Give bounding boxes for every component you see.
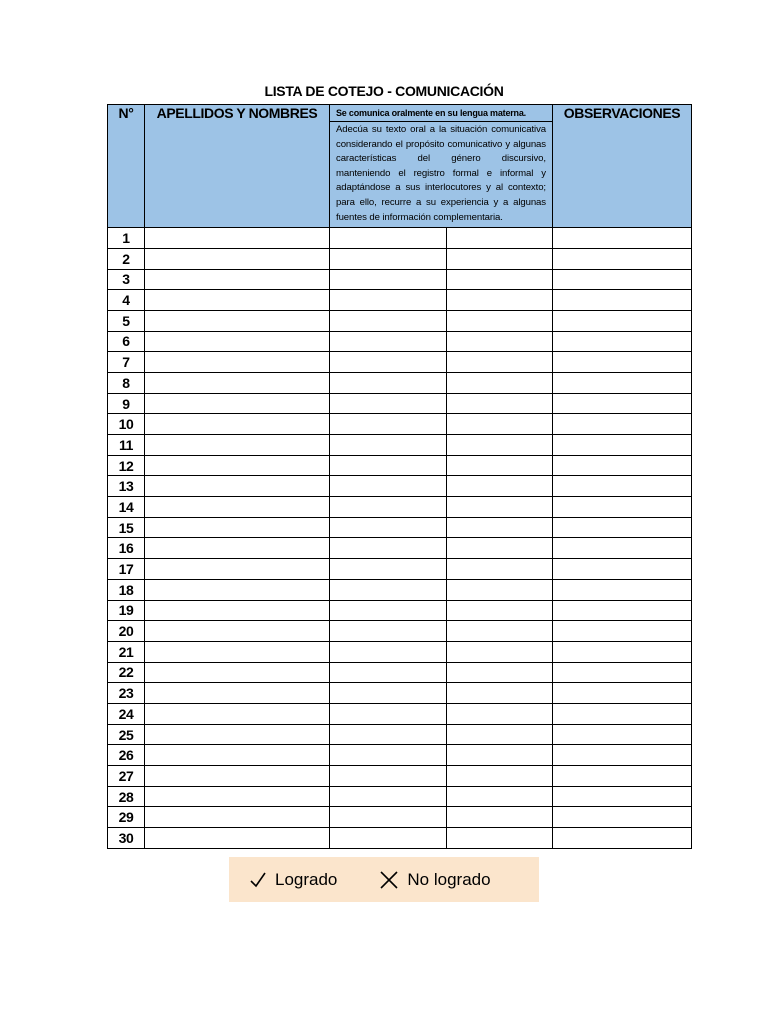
table-row	[108, 724, 692, 745]
not-achieved-cell[interactable]	[447, 372, 553, 393]
not-achieved-cell[interactable]	[447, 517, 553, 538]
achieved-cell[interactable]	[330, 559, 447, 580]
table-row	[108, 435, 692, 456]
header-number: N°	[108, 105, 145, 228]
row-number: 17	[108, 559, 145, 580]
observation-cell[interactable]	[553, 435, 692, 456]
name-cell[interactable]	[145, 269, 330, 290]
header-competency: Se comunica oralmente en su lengua materna.	[330, 105, 553, 122]
achieved-cell[interactable]	[330, 476, 447, 497]
row-number: 25	[108, 724, 145, 745]
row-number: 7	[108, 352, 145, 373]
row-number: 10	[108, 414, 145, 435]
achieved-cell[interactable]	[330, 435, 447, 456]
row-number: 26	[108, 745, 145, 766]
not-achieved-cell[interactable]	[447, 290, 553, 311]
achieved-cell[interactable]	[330, 600, 447, 621]
not-achieved-cell[interactable]	[447, 766, 553, 787]
row-number: 21	[108, 641, 145, 662]
observation-cell[interactable]	[553, 455, 692, 476]
name-cell[interactable]	[145, 641, 330, 662]
name-cell[interactable]	[145, 703, 330, 724]
table-row	[108, 248, 692, 269]
name-cell[interactable]	[145, 290, 330, 311]
achieved-cell[interactable]	[330, 455, 447, 476]
table-row	[108, 331, 692, 352]
observation-cell[interactable]	[553, 579, 692, 600]
name-cell[interactable]	[145, 621, 330, 642]
row-number: 16	[108, 538, 145, 559]
table-row	[108, 372, 692, 393]
row-number: 23	[108, 683, 145, 704]
not-achieved-cell[interactable]	[447, 600, 553, 621]
table-row	[108, 476, 692, 497]
name-cell[interactable]	[145, 372, 330, 393]
table-row	[108, 228, 692, 249]
table-row	[108, 352, 692, 373]
achieved-cell[interactable]	[330, 662, 447, 683]
achieved-cell[interactable]	[330, 393, 447, 414]
row-number: 27	[108, 766, 145, 787]
observation-cell[interactable]	[553, 476, 692, 497]
table-row	[108, 828, 692, 849]
table-row	[108, 786, 692, 807]
name-cell[interactable]	[145, 559, 330, 580]
observation-cell[interactable]	[553, 600, 692, 621]
achieved-cell[interactable]	[330, 269, 447, 290]
achieved-cell[interactable]	[330, 352, 447, 373]
header-row	[108, 105, 692, 122]
achieved-cell[interactable]	[330, 641, 447, 662]
legend-box	[229, 857, 539, 902]
name-cell[interactable]	[145, 579, 330, 600]
row-number: 13	[108, 476, 145, 497]
name-cell[interactable]	[145, 435, 330, 456]
observation-cell[interactable]	[553, 352, 692, 373]
not-achieved-cell[interactable]	[447, 786, 553, 807]
achieved-cell[interactable]	[330, 372, 447, 393]
observation-cell[interactable]	[553, 662, 692, 683]
name-cell[interactable]	[145, 538, 330, 559]
row-number: 3	[108, 269, 145, 290]
observation-cell[interactable]	[553, 641, 692, 662]
not-achieved-cell[interactable]	[447, 745, 553, 766]
not-achieved-cell[interactable]	[447, 248, 553, 269]
not-achieved-cell[interactable]	[447, 310, 553, 331]
not-achieved-cell[interactable]	[447, 455, 553, 476]
observation-cell[interactable]	[553, 497, 692, 518]
check-icon	[249, 871, 267, 889]
name-cell[interactable]	[145, 310, 330, 331]
table-row	[108, 745, 692, 766]
header-names: APELLIDOS Y NOMBRES	[145, 105, 330, 228]
observation-cell[interactable]	[553, 766, 692, 787]
achieved-cell[interactable]	[330, 517, 447, 538]
observation-cell[interactable]	[553, 683, 692, 704]
table-row	[108, 290, 692, 311]
name-cell[interactable]	[145, 248, 330, 269]
table-row	[108, 641, 692, 662]
name-cell[interactable]	[145, 786, 330, 807]
checklist-table	[107, 104, 692, 849]
not-achieved-cell[interactable]	[447, 621, 553, 642]
observation-cell[interactable]	[553, 414, 692, 435]
row-number: 28	[108, 786, 145, 807]
observation-cell[interactable]	[553, 372, 692, 393]
table-row	[108, 683, 692, 704]
name-cell[interactable]	[145, 662, 330, 683]
not-achieved-cell[interactable]	[447, 331, 553, 352]
not-achieved-cell[interactable]	[447, 414, 553, 435]
achieved-cell[interactable]	[330, 331, 447, 352]
row-number: 8	[108, 372, 145, 393]
table-row	[108, 703, 692, 724]
table-row	[108, 517, 692, 538]
observation-cell[interactable]	[553, 538, 692, 559]
achieved-cell[interactable]	[330, 310, 447, 331]
observation-cell[interactable]	[553, 310, 692, 331]
achieved-cell[interactable]	[330, 290, 447, 311]
observation-cell[interactable]	[553, 703, 692, 724]
table-row	[108, 414, 692, 435]
achieved-cell[interactable]	[330, 703, 447, 724]
observation-cell[interactable]	[553, 269, 692, 290]
legend-not-achieved-label: No logrado	[407, 869, 491, 889]
observation-cell[interactable]	[553, 331, 692, 352]
row-number: 18	[108, 579, 145, 600]
name-cell[interactable]	[145, 331, 330, 352]
not-achieved-cell[interactable]	[447, 269, 553, 290]
observation-cell[interactable]	[553, 228, 692, 249]
row-number: 9	[108, 393, 145, 414]
table-row	[108, 310, 692, 331]
name-cell[interactable]	[145, 683, 330, 704]
observation-cell[interactable]	[553, 807, 692, 828]
achieved-cell[interactable]	[330, 538, 447, 559]
name-cell[interactable]	[145, 766, 330, 787]
row-number: 2	[108, 248, 145, 269]
legend-achieved-label: Logrado	[275, 869, 338, 889]
not-achieved-cell[interactable]	[447, 683, 553, 704]
table-row	[108, 621, 692, 642]
achieved-cell[interactable]	[330, 745, 447, 766]
observation-cell[interactable]	[553, 559, 692, 580]
not-achieved-cell[interactable]	[447, 559, 553, 580]
x-icon	[379, 870, 399, 890]
table-row	[108, 579, 692, 600]
name-cell[interactable]	[145, 497, 330, 518]
observation-cell[interactable]	[553, 248, 692, 269]
table-row	[108, 559, 692, 580]
row-number: 24	[108, 703, 145, 724]
observation-cell[interactable]	[553, 621, 692, 642]
not-achieved-cell[interactable]	[447, 352, 553, 373]
not-achieved-cell[interactable]	[447, 662, 553, 683]
row-number: 20	[108, 621, 145, 642]
not-achieved-cell[interactable]	[447, 828, 553, 849]
not-achieved-cell[interactable]	[447, 807, 553, 828]
table-row	[108, 600, 692, 621]
not-achieved-cell[interactable]	[447, 538, 553, 559]
table-row	[108, 269, 692, 290]
row-number: 5	[108, 310, 145, 331]
name-cell[interactable]	[145, 745, 330, 766]
observation-cell[interactable]	[553, 517, 692, 538]
not-achieved-cell[interactable]	[447, 476, 553, 497]
table-row	[108, 662, 692, 683]
achieved-cell[interactable]	[330, 497, 447, 518]
name-cell[interactable]	[145, 807, 330, 828]
name-cell[interactable]	[145, 600, 330, 621]
achieved-cell[interactable]	[330, 807, 447, 828]
table-row	[108, 807, 692, 828]
not-achieved-cell[interactable]	[447, 724, 553, 745]
not-achieved-cell[interactable]	[447, 497, 553, 518]
achieved-cell[interactable]	[330, 786, 447, 807]
table-row	[108, 766, 692, 787]
capacity-descriptor: Adecúa su texto oral a la situación comunicativa considerando el propósito comunicativo y algunas características del género discursivo, manteniendo el registro formal e informal y adaptándose a sus interlocutores y al contexto; para ello, recurre a su experiencia y a algunas fuentes de información complementaria.	[330, 122, 553, 228]
row-number: 6	[108, 331, 145, 352]
row-number: 11	[108, 435, 145, 456]
achieved-cell[interactable]	[330, 248, 447, 269]
name-cell[interactable]	[145, 828, 330, 849]
row-number: 4	[108, 290, 145, 311]
row-number: 29	[108, 807, 145, 828]
name-cell[interactable]	[145, 517, 330, 538]
achieved-cell[interactable]	[330, 621, 447, 642]
observation-cell[interactable]	[553, 724, 692, 745]
name-cell[interactable]	[145, 393, 330, 414]
row-number: 1	[108, 228, 145, 249]
name-cell[interactable]	[145, 455, 330, 476]
name-cell[interactable]	[145, 724, 330, 745]
not-achieved-cell[interactable]	[447, 435, 553, 456]
header-observations: OBSERVACIONES	[553, 105, 692, 228]
achieved-cell[interactable]	[330, 766, 447, 787]
document-title: LISTA DE COTEJO - COMUNICACIÓN	[264, 83, 504, 99]
not-achieved-cell[interactable]	[447, 703, 553, 724]
row-number: 14	[108, 497, 145, 518]
observation-cell[interactable]	[553, 745, 692, 766]
not-achieved-cell[interactable]	[447, 641, 553, 662]
table-row	[108, 393, 692, 414]
observation-cell[interactable]	[553, 828, 692, 849]
legend-not-achieved	[379, 870, 490, 890]
name-cell[interactable]	[145, 228, 330, 249]
achieved-cell[interactable]	[330, 683, 447, 704]
achieved-cell[interactable]	[330, 228, 447, 249]
row-number: 30	[108, 828, 145, 849]
name-cell[interactable]	[145, 352, 330, 373]
name-cell[interactable]	[145, 476, 330, 497]
row-number: 12	[108, 455, 145, 476]
row-number: 19	[108, 600, 145, 621]
observation-cell[interactable]	[553, 393, 692, 414]
achieved-cell[interactable]	[330, 724, 447, 745]
row-number: 15	[108, 517, 145, 538]
not-achieved-cell[interactable]	[447, 393, 553, 414]
row-number: 22	[108, 662, 145, 683]
table-row	[108, 455, 692, 476]
table-row	[108, 497, 692, 518]
table-row	[108, 538, 692, 559]
achieved-cell[interactable]	[330, 828, 447, 849]
not-achieved-cell[interactable]	[447, 228, 553, 249]
not-achieved-cell[interactable]	[447, 579, 553, 600]
legend-achieved	[249, 870, 337, 890]
achieved-cell[interactable]	[330, 579, 447, 600]
name-cell[interactable]	[145, 414, 330, 435]
observation-cell[interactable]	[553, 786, 692, 807]
achieved-cell[interactable]	[330, 414, 447, 435]
observation-cell[interactable]	[553, 290, 692, 311]
